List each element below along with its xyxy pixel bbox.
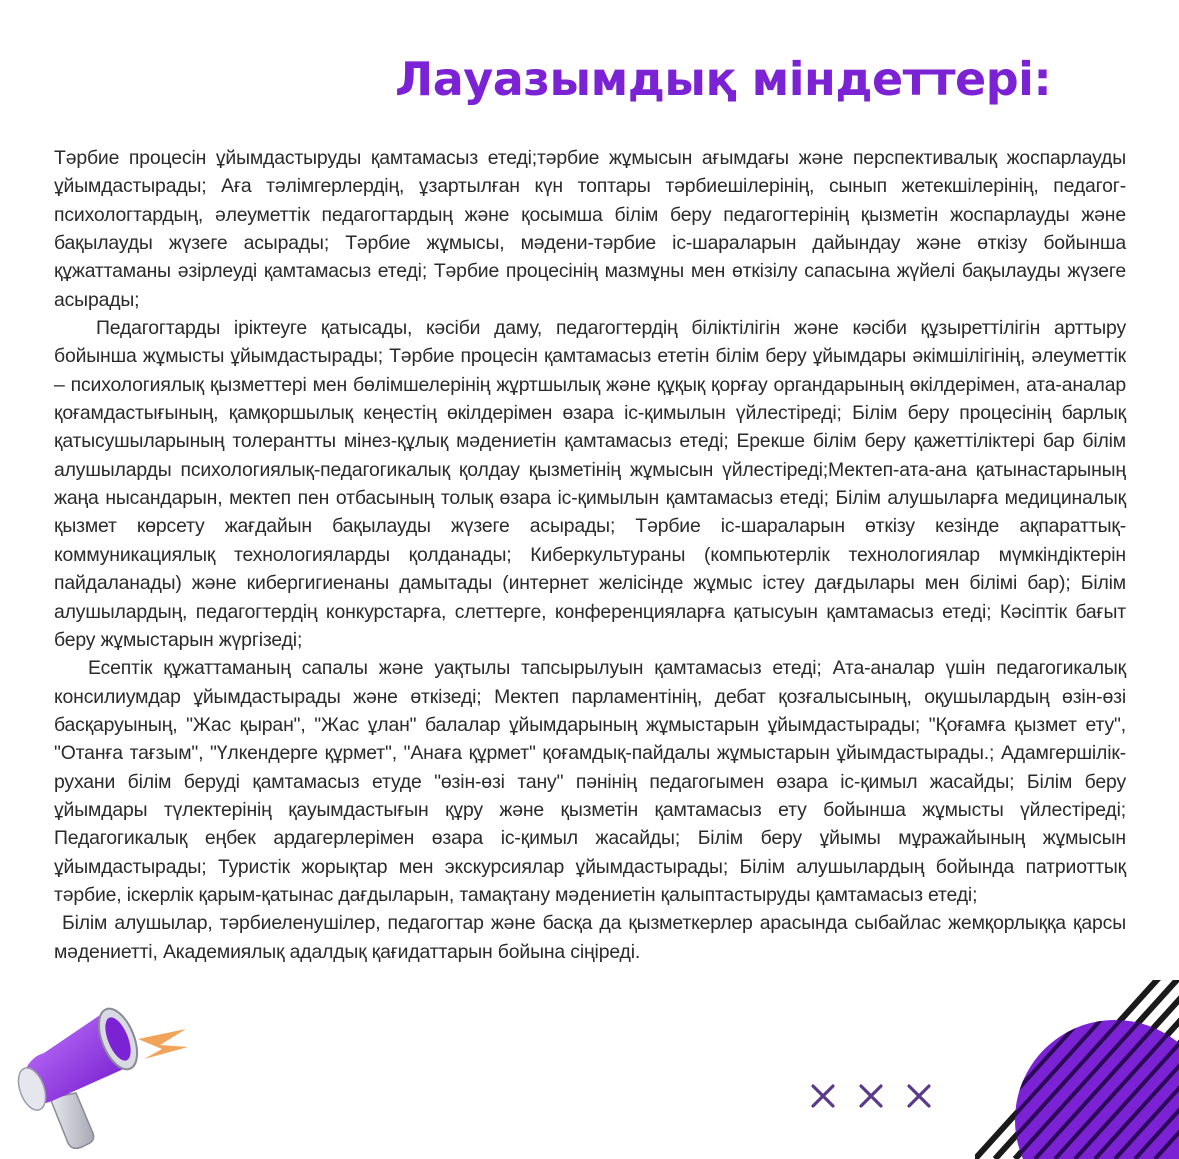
duties-text	[54, 144, 1126, 966]
megaphone-icon	[10, 1003, 195, 1153]
page-title: Лауазымдық міндеттері:	[395, 52, 1052, 106]
paragraph-2: Педагогтарды іріктеуге қатысады, кәсіби даму, педагогтердің біліктілігін және кәсіби құзыреттілігін арттыру бойынша жұмысты ұйымдастырады; Тәрбие процесін қамтамасыз ететін білім беру ұйымдары әкімшілігінің, әлеуметтік – психологиялық қызметтері мен бөлімшелерінің жұртшылық және құқық қорғау органдарының өкілдерімен, ата-аналар қоғамдастығының, қамқоршылық кеңестің өкілдерімен өзара іс-қимылын үйлестіреді; Білім беру процесінің барлық қатысушыларының толерантты мінез-құлық мәдениетін қамтамасыз етеді; Ерекше білім беру қажеттіліктері бар білім алушыларды психологиялық-педагогикалық қолдау қызметінің жұмысын үйлестіреді;Мектеп-ата-ана қатынастарының жаңа нысандарын, мектеп пен отбасының толық өзара іс-қимылын қамтамасыз етеді; Білім алушыларға медициналық қызмет көрсету жағдайын бақылауды жүзеге асырады; Тәрбие іс-шараларын өткізу кезінде ақпараттық-коммуникациялық технологияларды қолданады; Киберкультураны (компьютерлік технологиялар мүмкіндіктерін пайдаланады) және кибергигиенаны дамытады (интернет желісінде жұмыс істеу дағдылары мен білімі бар); Білім алушылардың, педагогтердің конкурстарға, слеттерге, конференцияларға қатысуын қамтамасыз етеді; Кәсіптік бағыт беру жұмыстарын жүргізеді;	[54, 317, 1126, 651]
paragraph-4: Білім алушылар, тәрбиеленушілер, педагогтар және басқа да қызметкерлер арасында сыбайлас жемқорлыққа қарсы мәдениетті, Академиялық адалдық қағидаттарын бойына сіңіреді.	[54, 912, 1126, 963]
paragraph-1: Тәрбие процесін ұйымдастыруды қамтамасыз етеді;тәрбие жұмысын ағымдағы және перспективалық жоспарлауды ұйымдастырады; Аға тәлімгерлердің, ұзартылған күн топтары тәрбиешілерінің, сынып жетекшілерінің, педагог-психологтардың, әлеуметтік педагогтардың және қосымша білім беру педагогтерінің қызметін жоспарлауды және бақылауды жүзеге асырады; Тәрбие жұмысы, мәдени-тәрбие іс-шараларын дайындау және өткізу бойынша құжаттаманы әзірлеуді қамтамасыз етеді; Тәрбие процесінің мазмұны мен өткізілу сапасына жүйелі бақылауды жүзеге асырады;	[54, 147, 1126, 311]
stripes-decoration	[975, 980, 1179, 1159]
cross-icon	[808, 1081, 838, 1111]
paragraph-3: Есептік құжаттаманың сапалы және уақтылы тапсырылуын қамтамасыз етеді; Ата-аналар үшін педагогикалық консилиумдар ұйымдастырады және өткізеді; Мектеп парламентінің, дебат қозғалысының, оқушылардың өзін-өзі басқаруының, "Жас қыран", "Жас ұлан" балалар ұйымдарының жұмыстарын ұйымдастырады; "Қоғамға қызмет ету", "Отанға тағзым", "Үлкендерге құрмет", "Анаға құрмет" қоғамдық-пайдалы жұмыстарын ұйымдастырады.; Адамгершілік-рухани білім беруді қамтамасыз етуде "өзін-өзі тану" пәнінің педагогымен өзара іс-қимыл жасайды; Білім беру ұйымдары түлектерінің қауымдастығын құру және қызметін қамтамасыз ету бойынша жұмысты үйлестіреді; Педагогикалық еңбек ардагерлерімен өзара іс-қимыл жасайды; Білім беру ұйымы мұражайының жұмысын ұйымдастырады; Туристік жорықтар мен экскурсиялар ұйымдастырады; Білім алушылардың бойында патриоттық тәрбие, іскерлік қарым-қатынас дағдыларын, тамақтану мәдениетін қалыптастыруды қамтамасыз етеді;	[54, 657, 1126, 906]
crosses-decoration	[808, 1076, 948, 1116]
cross-icon	[904, 1081, 934, 1111]
cross-icon	[856, 1081, 886, 1111]
